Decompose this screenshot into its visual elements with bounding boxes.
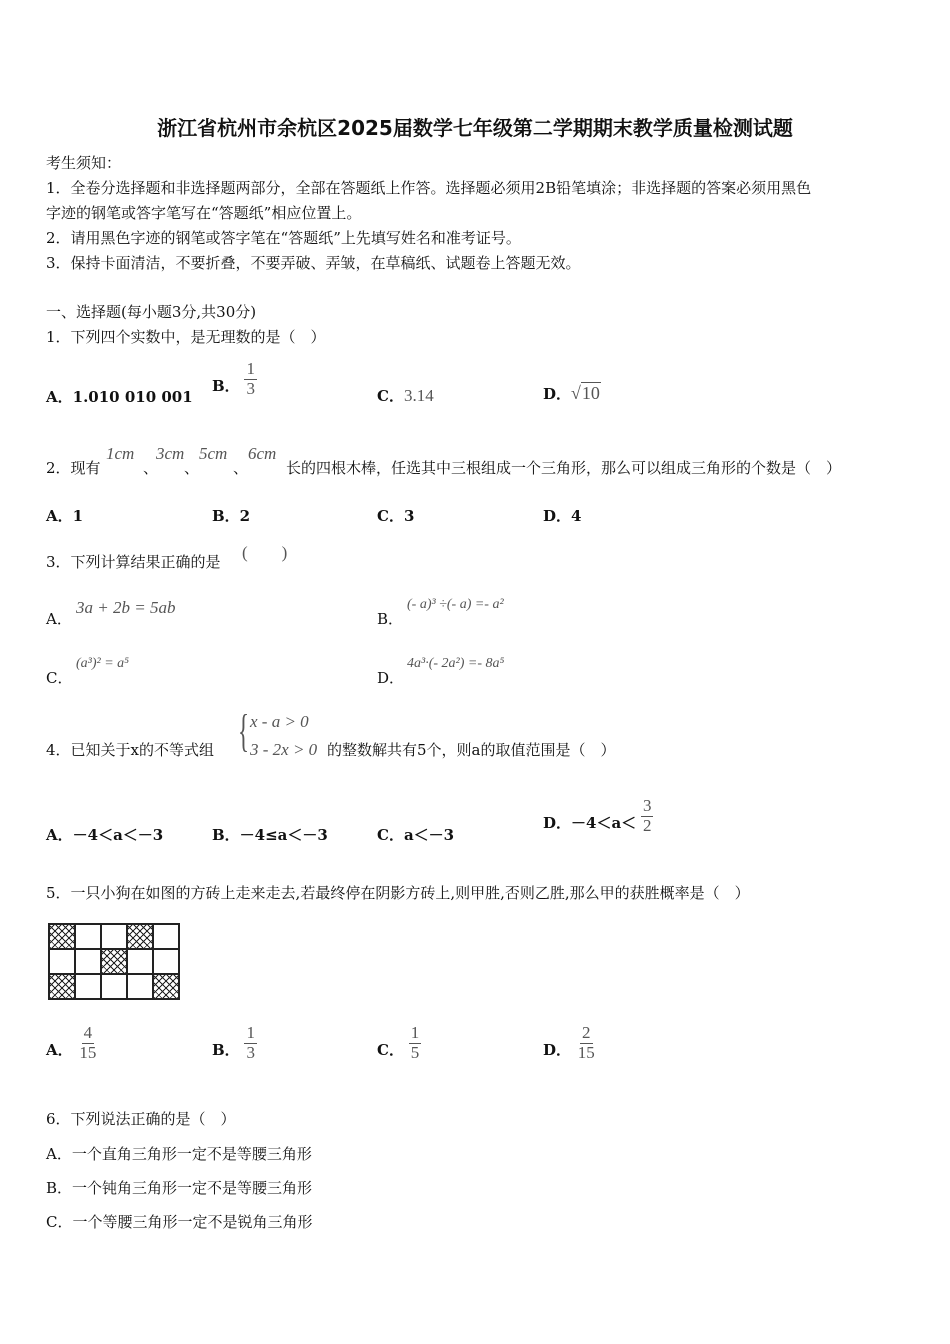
q4-inequality-2: 3 - 2x > 0	[250, 740, 318, 759]
q5-option-a-fraction	[77, 1024, 98, 1062]
brace-icon: {	[238, 705, 250, 756]
q1-option-c[interactable]	[377, 385, 434, 406]
q1-option-d-sqrt	[571, 382, 601, 403]
q5-c-numerator: 1	[410, 1023, 420, 1042]
plain-tile	[101, 924, 127, 949]
q6-stem: 6．下列说法正确的是（ ）	[46, 1110, 236, 1128]
q1-b-numerator: 1	[246, 359, 255, 378]
plain-tile	[127, 974, 153, 999]
q1-option-a-value: 1.010 010 001	[72, 388, 193, 406]
q3-option-a-label[interactable]: A．	[46, 610, 72, 628]
q4-option-d-text: D．－4＜a＜	[543, 814, 637, 833]
q6-option-c[interactable]: C．一个等腰三角形一定不是锐角三角形	[46, 1213, 313, 1231]
q2-separator-2: 、	[184, 459, 200, 477]
q1-option-a-label: A．	[46, 388, 73, 406]
q5-option-c[interactable]	[377, 1024, 421, 1062]
q5-option-d-label: D．	[543, 1041, 572, 1060]
q2-separator-1: 、	[143, 459, 159, 477]
q1-option-d[interactable]	[543, 383, 601, 404]
q4-option-d[interactable]	[543, 797, 653, 835]
q1-option-a[interactable]	[46, 386, 193, 407]
section-heading: 一、选择题(每小题3分,共30分)	[46, 303, 257, 321]
q5-option-d[interactable]	[543, 1024, 597, 1062]
q4-d-denominator: 2	[642, 815, 652, 835]
q4-option-a[interactable]: A．－4＜a＜－3	[46, 826, 164, 844]
q3-option-c-expr: (a³)² = a⁵	[76, 656, 130, 671]
q5-d-denominator: 15	[577, 1042, 595, 1062]
page-title: 浙江省杭州市余杭区2025届数学七年级第二学期期末教学质量检测试题	[157, 116, 793, 140]
plain-tile	[127, 949, 153, 974]
plain-tile	[153, 924, 179, 949]
q5-b-denominator: 3	[246, 1042, 255, 1062]
q4-option-b[interactable]: B．－4≤a＜－3	[212, 826, 328, 844]
q1-option-d-label: D．	[543, 385, 572, 403]
q4-option-d-fraction	[641, 797, 654, 835]
q1-option-c-label: C．	[377, 387, 404, 405]
tile-row	[49, 974, 179, 999]
q2-option-a[interactable]: A．1	[46, 507, 84, 525]
q3-option-d-label[interactable]: D．	[377, 669, 405, 687]
q5-a-denominator: 15	[79, 1042, 97, 1062]
q4-prefix: 4．已知关于x的不等式组	[46, 741, 215, 759]
notice-item-2: 2．请用黑色字迹的钢笔或答字笔在“答题纸”上先填写姓名和准考证号。	[46, 229, 521, 247]
q3-option-d-expr: 4a³·(- 2a²) =- 8a⁵	[407, 656, 505, 671]
q5-option-c-fraction	[409, 1024, 422, 1062]
sqrt-sign-icon: √	[571, 383, 581, 403]
q4-inequality-1: x - a > 0	[250, 712, 309, 731]
q3-option-b-expr: (- a)³ ÷(- a) =- a²	[407, 597, 504, 612]
q3-option-b-label[interactable]: B．	[377, 610, 404, 628]
q5-tile-grid	[48, 923, 180, 1000]
q2-separator-3: 、	[233, 459, 249, 477]
q1-option-b-fraction	[244, 360, 257, 398]
q1-option-d-radicand: 10	[581, 383, 600, 403]
q2-length-4: 6cm	[248, 444, 277, 463]
q1-option-c-value: 3.14	[403, 386, 434, 405]
plain-tile	[75, 949, 101, 974]
plain-tile	[101, 974, 127, 999]
notice-item-1-line-2: 字迹的钢笔或答字笔写在“答题纸”相应位置上。	[46, 204, 362, 222]
plain-tile	[75, 974, 101, 999]
q3-option-a-expr: 3a + 2b = 5ab	[76, 598, 176, 617]
q5-a-numerator: 4	[83, 1023, 93, 1042]
q2-suffix: 长的四根木棒，任选其中三根组成一个三角形，那么可以组成三角形的个数是（ ）	[286, 459, 842, 477]
q1-option-b[interactable]	[212, 360, 257, 398]
notice-heading: 考生须知：	[46, 154, 122, 172]
q2-option-d[interactable]: D．4	[543, 507, 582, 525]
q5-d-numerator: 2	[582, 1023, 591, 1042]
q2-option-b[interactable]: B．2	[212, 507, 251, 525]
q2-prefix: 2．现有	[46, 459, 101, 477]
plain-tile	[153, 949, 179, 974]
notice-item-1-line-1: 1．全卷分选择题和非选择题两部分，全部在答题纸上作答。选择题必须用2B铅笔填涂；非选择题的答案必须用黑色	[46, 179, 812, 197]
q5-option-a-label: A．	[46, 1041, 73, 1060]
q2-length-3: 5cm	[199, 444, 228, 463]
q5-option-b[interactable]	[212, 1024, 257, 1062]
plain-tile	[49, 949, 75, 974]
q5-option-a[interactable]	[46, 1024, 98, 1062]
tile-row	[49, 949, 179, 974]
q5-option-b-fraction	[244, 1024, 257, 1062]
q5-c-denominator: 5	[410, 1042, 420, 1062]
q3-answer-paren: ( )	[242, 543, 288, 562]
q5-b-numerator: 1	[246, 1023, 255, 1042]
q3-option-c-label[interactable]: C．	[46, 669, 73, 687]
plain-tile	[75, 924, 101, 949]
shaded-tile	[49, 974, 75, 999]
q2-length-1: 1cm	[106, 444, 135, 463]
shaded-tile	[101, 949, 127, 974]
q1-b-denominator: 3	[246, 378, 255, 398]
shaded-tile	[49, 924, 75, 949]
shaded-tile	[153, 974, 179, 999]
q1-option-b-label: B．	[212, 377, 240, 396]
q1-stem: 1．下列四个实数中，是无理数的是（ ）	[46, 328, 326, 346]
q3-stem: 3．下列计算结果正确的是	[46, 553, 221, 571]
q6-option-b[interactable]: B．一个钝角三角形一定不是等腰三角形	[46, 1179, 313, 1197]
q4-suffix: 的整数解共有5个，则a的取值范围是（ ）	[327, 741, 616, 759]
q6-option-a[interactable]: A．一个直角三角形一定不是等腰三角形	[46, 1145, 312, 1163]
q5-option-d-fraction	[576, 1024, 597, 1062]
shaded-tile	[127, 924, 153, 949]
notice-item-3: 3．保持卡面清洁，不要折叠，不要弄破、弄皱，在草稿纸、试题卷上答题无效。	[46, 254, 581, 272]
q2-option-c[interactable]: C．3	[377, 507, 415, 525]
q4-option-c[interactable]: C．a＜－3	[377, 826, 455, 844]
q2-length-2: 3cm	[156, 444, 184, 463]
tile-row	[49, 924, 179, 949]
q5-option-b-label: B．	[212, 1041, 240, 1060]
q4-d-numerator: 3	[642, 796, 652, 815]
q5-option-c-label: C．	[377, 1041, 404, 1060]
q5-stem: 5．一只小狗在如图的方砖上走来走去,若最终停在阴影方砖上,则甲胜,否则乙胜,那么甲的获胜概率是（ ）	[46, 884, 750, 902]
